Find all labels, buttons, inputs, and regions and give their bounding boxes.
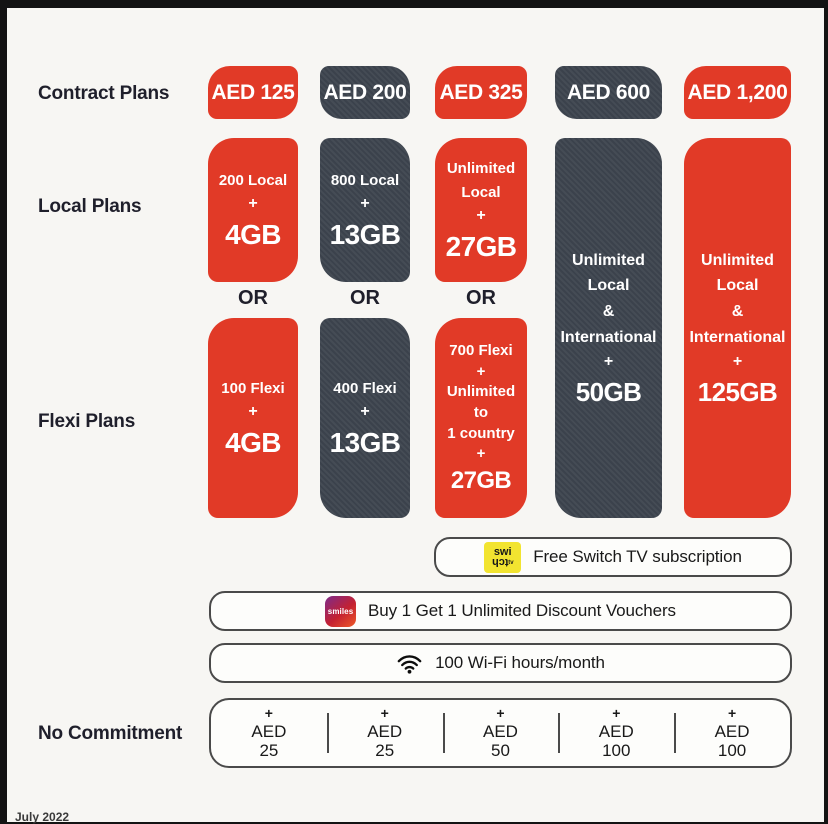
- row-label-flexi-plans: Flexi Plans: [38, 411, 136, 432]
- fee-amount: 25: [375, 740, 395, 760]
- perk-text: 100 Wi-Fi hours/month: [435, 653, 605, 672]
- plus-sign: +: [476, 362, 486, 380]
- price-badge-aed-200: AED 200: [320, 66, 410, 119]
- currency: AED: [367, 721, 403, 741]
- no-commitment-box: [209, 698, 792, 768]
- plan-allowance: International: [689, 328, 786, 346]
- plus-sign: +: [603, 353, 614, 371]
- combined-plan-card-4: [555, 138, 662, 518]
- row-label-local-plans: Local Plans: [38, 196, 142, 217]
- or-separator-3: OR: [466, 287, 496, 309]
- no-commitment-fee-2: [327, 700, 443, 766]
- switch-tv-icon: [484, 542, 521, 573]
- no-commitment-fee-3: [443, 700, 559, 766]
- plan-allowance: Local: [716, 277, 759, 295]
- plan-data: 50GB: [575, 377, 642, 408]
- plan-allowance: Local: [461, 183, 501, 201]
- switch-logo-text: swi: [493, 545, 512, 558]
- combined-plan-card-5: [684, 138, 791, 518]
- price-badge-aed-125: AED 125: [208, 66, 298, 119]
- no-commitment-fee-5: [674, 700, 790, 766]
- perk-smiles-vouchers: [209, 591, 792, 631]
- plus-sign: +: [476, 206, 486, 224]
- plan-allowance: 800 Local: [330, 171, 400, 189]
- wifi-icon: [396, 653, 423, 674]
- plus-sign: +: [360, 195, 370, 213]
- currency: AED: [251, 721, 287, 741]
- flexi-plan-card-1: [208, 318, 298, 518]
- perk-text: Free Switch TV subscription: [533, 547, 742, 566]
- row-label-no-commitment: No Commitment: [38, 723, 183, 744]
- plan-allowance: 700 Flexi: [449, 341, 513, 359]
- or-separator-2: OR: [350, 287, 380, 309]
- no-commitment-fee-4: [558, 700, 674, 766]
- plan-allowance: Unlimited: [446, 383, 516, 401]
- fee-amount: 25: [259, 740, 279, 760]
- smiles-logo-text: smiles: [327, 606, 354, 616]
- plan-data: 4GB: [225, 219, 281, 251]
- plan-data: 13GB: [329, 219, 401, 251]
- row-label-contract-plans: Contract Plans: [38, 83, 170, 104]
- switch-logo-text: tch: [491, 556, 509, 569]
- currency: AED: [483, 721, 518, 741]
- perk-text: Buy 1 Get 1 Unlimited Discount Vouchers: [368, 601, 676, 620]
- plan-allowance: International: [560, 328, 657, 346]
- plan-data: 125GB: [697, 377, 778, 408]
- currency: AED: [598, 721, 634, 741]
- plan-data: 27GB: [445, 230, 517, 262]
- local-plan-card-1: [208, 138, 298, 282]
- plan-allowance: 400 Flexi: [333, 379, 397, 397]
- flexi-plan-card-3: [435, 318, 527, 518]
- flexi-plan-card-2: [320, 318, 410, 518]
- plan-allowance: to: [473, 404, 489, 421]
- plus-sign: +: [360, 403, 370, 421]
- plan-allowance: 200 Local: [218, 171, 288, 189]
- perk-switch-tv: [434, 537, 792, 577]
- plus-sign: +: [264, 705, 273, 722]
- footnote-date: July 2022: [15, 810, 70, 824]
- local-plan-card-2: [320, 138, 410, 282]
- price-badge-aed-1200: AED 1,200: [684, 66, 791, 119]
- plus-sign: +: [248, 403, 258, 421]
- plus-sign: +: [732, 353, 743, 371]
- switch-logo-tv: tv: [508, 560, 514, 567]
- plan-allowance: &: [602, 303, 615, 320]
- local-plan-card-3: [435, 138, 527, 282]
- currency: AED: [714, 721, 750, 741]
- no-commitment-fee-1: [211, 700, 327, 766]
- plan-allowance: &: [731, 303, 744, 320]
- price-badge-aed-600: AED 600: [555, 66, 662, 119]
- fee-amount: 100: [602, 740, 631, 760]
- plus-sign: +: [380, 705, 389, 722]
- perk-wifi-hours: [209, 643, 792, 683]
- plan-allowance: 1 country: [447, 424, 515, 442]
- or-separator-1: OR: [238, 287, 268, 309]
- plan-allowance: Unlimited: [446, 160, 516, 178]
- plus-sign: +: [612, 705, 621, 722]
- plan-data: 4GB: [225, 427, 281, 459]
- plan-allowance: Unlimited: [701, 251, 774, 269]
- plan-allowance: Unlimited: [572, 251, 645, 269]
- plan-allowance: 100 Flexi: [221, 379, 285, 397]
- fee-amount: 100: [717, 740, 747, 760]
- plus-sign: +: [496, 705, 505, 722]
- plus-sign: +: [248, 195, 258, 213]
- plus-sign: +: [476, 445, 486, 463]
- plan-data: 27GB: [450, 467, 512, 495]
- price-badge-aed-325: AED 325: [435, 66, 527, 119]
- fee-amount: 50: [491, 740, 510, 760]
- plan-data: 13GB: [329, 427, 401, 459]
- plan-allowance: Local: [587, 277, 630, 295]
- smiles-icon: [325, 596, 356, 627]
- plus-sign: +: [727, 705, 737, 722]
